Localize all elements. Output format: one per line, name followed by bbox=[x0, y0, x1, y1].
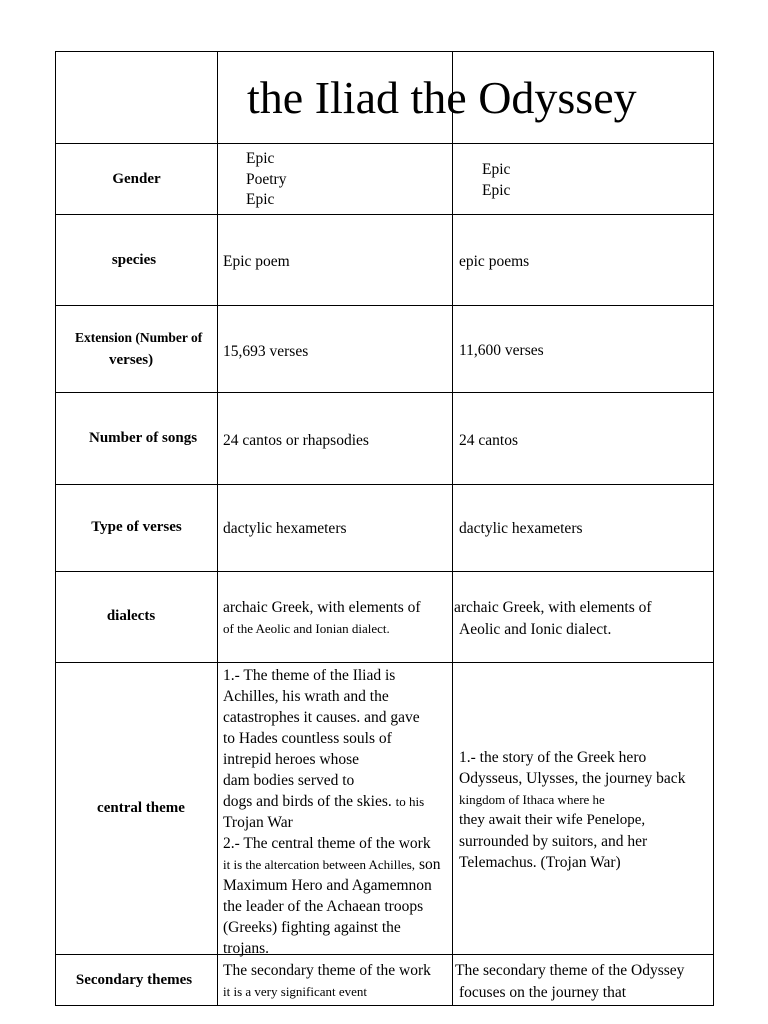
species-odyssey: epic poems bbox=[459, 253, 530, 270]
page-title: the Iliad the Odyssey bbox=[247, 72, 637, 123]
secondary-iliad-line: The secondary theme of the work bbox=[223, 962, 431, 979]
dialects-odyssey-line: archaic Greek, with elements of bbox=[454, 599, 652, 616]
gender-iliad-line: Epic bbox=[246, 191, 275, 208]
species-iliad: Epic poem bbox=[223, 253, 290, 270]
central-iliad-fragment: to his bbox=[395, 794, 425, 809]
row-label-central-theme: central theme bbox=[97, 800, 185, 816]
central-iliad-line: 2.- The central theme of the work bbox=[223, 835, 431, 852]
central-iliad-line: the leader of the Achaean troops bbox=[223, 898, 424, 915]
extension-iliad: 15,693 verses bbox=[223, 343, 309, 360]
verses-iliad: dactylic hexameters bbox=[223, 520, 347, 537]
row-label-extension: Extension (Number of bbox=[75, 330, 203, 345]
secondary-odyssey-line: The secondary theme of the Odyssey bbox=[455, 962, 685, 979]
central-iliad-line: intrepid heroes whose bbox=[223, 751, 360, 768]
table-row-divider bbox=[55, 143, 714, 144]
dialects-odyssey-line: Aeolic and Ionic dialect. bbox=[459, 621, 612, 638]
table-row-divider bbox=[55, 662, 714, 663]
central-iliad-fragment: it is the altercation between Achilles, bbox=[223, 857, 416, 872]
gender-odyssey-line: Epic bbox=[482, 182, 511, 199]
central-odyssey-line: Odysseus, Ulysses, the journey back bbox=[459, 770, 686, 787]
table-border-right bbox=[713, 51, 714, 1006]
central-odyssey-text bbox=[459, 747, 685, 873]
central-iliad-fragment: son bbox=[418, 856, 441, 873]
secondary-odyssey-line: focuses on the journey that bbox=[459, 984, 627, 1001]
central-odyssey-line: Telemachus. (Trojan War) bbox=[459, 854, 621, 871]
table-row-divider bbox=[55, 571, 714, 572]
row-label-extension: verses) bbox=[109, 352, 154, 368]
central-odyssey-line: they await their wife Penelope, bbox=[459, 812, 646, 828]
songs-iliad: 24 cantos or rhapsodies bbox=[223, 432, 369, 449]
central-iliad-line bbox=[223, 791, 440, 812]
songs-odyssey: 24 cantos bbox=[459, 432, 518, 449]
table-row-divider bbox=[55, 484, 714, 485]
central-iliad-line: Achilles, his wrath and the bbox=[223, 688, 389, 705]
central-odyssey-line: kingdom of Ithaca where he bbox=[459, 792, 605, 807]
verses-odyssey: dactylic hexameters bbox=[459, 520, 583, 537]
extension-odyssey: 11,600 verses bbox=[459, 342, 544, 359]
table-column-divider-1 bbox=[217, 51, 218, 1006]
central-iliad-line: to Hades countless souls of bbox=[223, 730, 392, 747]
secondary-iliad-line: it is a very significant event bbox=[223, 984, 368, 999]
gender-odyssey-line: Epic bbox=[482, 161, 511, 178]
table-row-divider bbox=[55, 214, 714, 215]
central-iliad-line bbox=[223, 854, 440, 875]
central-iliad-line: Trojan War bbox=[223, 814, 293, 831]
row-label-gender: Gender bbox=[112, 171, 161, 187]
central-iliad-line: 1.- The theme of the Iliad is bbox=[223, 667, 396, 684]
central-iliad-text bbox=[223, 665, 440, 959]
row-label-secondary-themes: Secondary themes bbox=[75, 972, 193, 988]
central-iliad-line: (Greeks) fighting against the bbox=[223, 919, 401, 936]
central-iliad-fragment: dogs and birds of the skies. bbox=[223, 793, 392, 810]
row-label-species: species bbox=[111, 252, 157, 268]
central-iliad-line: trojans. bbox=[223, 940, 270, 957]
dialects-iliad-line: of the Aeolic and Ionian dialect. bbox=[223, 621, 390, 636]
table-row-divider bbox=[55, 51, 714, 52]
table-column-divider-2 bbox=[452, 51, 453, 1006]
row-label-verses: Type of verses bbox=[91, 519, 182, 535]
row-label-dialects: dialects bbox=[106, 608, 156, 624]
dialects-iliad-line: archaic Greek, with elements of bbox=[223, 599, 421, 616]
central-iliad-line: catastrophes it causes. and gave bbox=[223, 709, 420, 726]
row-label-songs: Number of songs bbox=[89, 430, 198, 446]
table-row-divider bbox=[55, 392, 714, 393]
central-iliad-line: Maximum Hero and Agamemnon bbox=[223, 877, 432, 894]
table-border-bottom bbox=[55, 1005, 714, 1006]
gender-iliad-line: Poetry bbox=[246, 171, 287, 188]
central-odyssey-line: surrounded by suitors, and her bbox=[459, 833, 648, 850]
table-row-divider bbox=[55, 305, 714, 306]
gender-iliad-line: Epic bbox=[246, 150, 275, 167]
central-odyssey-line: 1.- the story of the Greek hero bbox=[459, 749, 647, 766]
central-iliad-line: dam bodies served to bbox=[223, 772, 355, 789]
